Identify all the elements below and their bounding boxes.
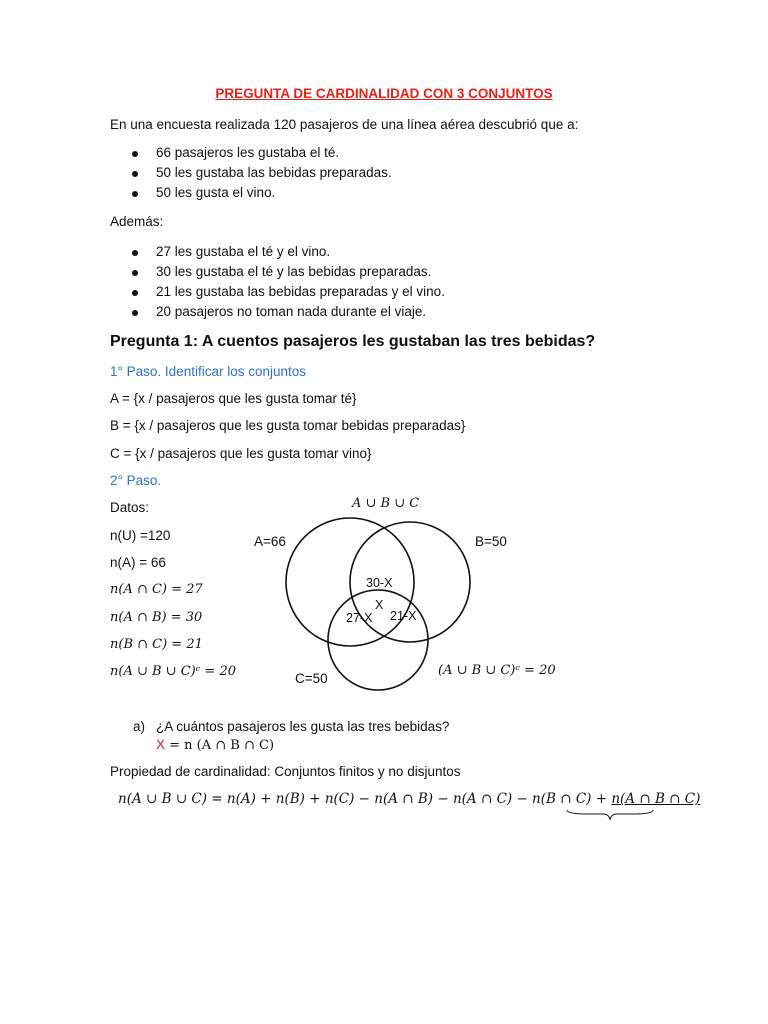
x-variable: X bbox=[156, 737, 166, 752]
list-item: 21 les gustaba las bebidas preparadas y el vino. bbox=[156, 284, 445, 299]
list-item: 20 pasajeros no toman nada durante el viaje. bbox=[156, 304, 427, 319]
list-item: 27 les gustaba el té y el vino. bbox=[156, 244, 331, 259]
set-a-definition: A = {x / pasajeros que les gusta tomar té} bbox=[110, 391, 357, 406]
venn-region-ac: 27-X bbox=[346, 611, 373, 625]
data-n-a-intersect-b: n(A ∩ B) = 30 bbox=[110, 610, 203, 625]
step-1-heading: 1° Paso. Identificar los conjuntos bbox=[110, 364, 307, 379]
list-item: 50 les gustaba las bebidas preparadas. bbox=[156, 165, 392, 180]
question-heading: Pregunta 1: A cuentos pasajeros les gustaban las tres bebidas? bbox=[110, 333, 596, 350]
venn-union-title: A ∪ B ∪ C bbox=[352, 496, 420, 511]
data-n-u: n(U) =120 bbox=[110, 528, 171, 543]
venn-region-abc: X bbox=[375, 598, 384, 612]
page-title: PREGUNTA DE CARDINALIDAD CON 3 CONJUNTOS bbox=[215, 86, 553, 101]
ademas-text: Además: bbox=[110, 214, 164, 229]
venn-label-c: C=50 bbox=[295, 671, 328, 686]
question-marker: a) bbox=[133, 719, 146, 734]
list-item: 50 les gusta el vino. bbox=[156, 185, 276, 200]
x-definition bbox=[156, 737, 274, 753]
step-2-heading: 2° Paso. bbox=[110, 473, 162, 488]
formula-main: n(A ∪ B ∪ C) = n(A) + n(B) + n(C) − n(A ∩ B) − n(A ∩ C) − n(B ∩ C) + bbox=[118, 791, 608, 807]
intro-text: En una encuesta realizada 120 pasajeros de una línea aérea descubrió que a: bbox=[110, 117, 579, 132]
list-item: 30 les gustaba el té y las bebidas preparadas. bbox=[156, 264, 432, 279]
venn-region-ab: 30-X bbox=[366, 576, 393, 590]
data-n-a: n(A) = 66 bbox=[110, 555, 166, 570]
data-n-complement: n(A ∪ B ∪ C)ᶜ = 20 bbox=[110, 664, 237, 679]
list-item: 66 pasajeros les gustaba el té. bbox=[156, 145, 340, 160]
cardinality-formula bbox=[118, 791, 700, 807]
venn-label-a: A=66 bbox=[254, 534, 286, 549]
data-n-b-intersect-c: n(B ∩ C) = 21 bbox=[110, 637, 203, 652]
question-a-text: ¿A cuántos pasajeros les gusta las tres bebidas? bbox=[156, 719, 450, 734]
x-definition-text: = n (A ∩ B ∩ C) bbox=[165, 738, 275, 753]
venn-region-bc: 21-X bbox=[390, 609, 417, 623]
set-b-definition: B = {x / pasajeros que les gusta tomar bebidas preparadas} bbox=[110, 418, 466, 433]
venn-complement-label: (A ∪ B ∪ C)ᶜ = 20 bbox=[438, 663, 556, 678]
formula-tail: n(A ∩ B ∩ C) bbox=[611, 791, 701, 807]
set-c-definition: C = {x / pasajeros que les gusta tomar vino} bbox=[110, 446, 372, 461]
underbrace-icon bbox=[565, 808, 655, 822]
property-text: Propiedad de cardinalidad: Conjuntos finitos y no disjuntos bbox=[110, 764, 461, 779]
data-heading: Datos: bbox=[110, 500, 150, 515]
data-n-a-intersect-c: n(A ∩ C) = 27 bbox=[110, 582, 203, 597]
venn-label-b: B=50 bbox=[475, 534, 507, 549]
